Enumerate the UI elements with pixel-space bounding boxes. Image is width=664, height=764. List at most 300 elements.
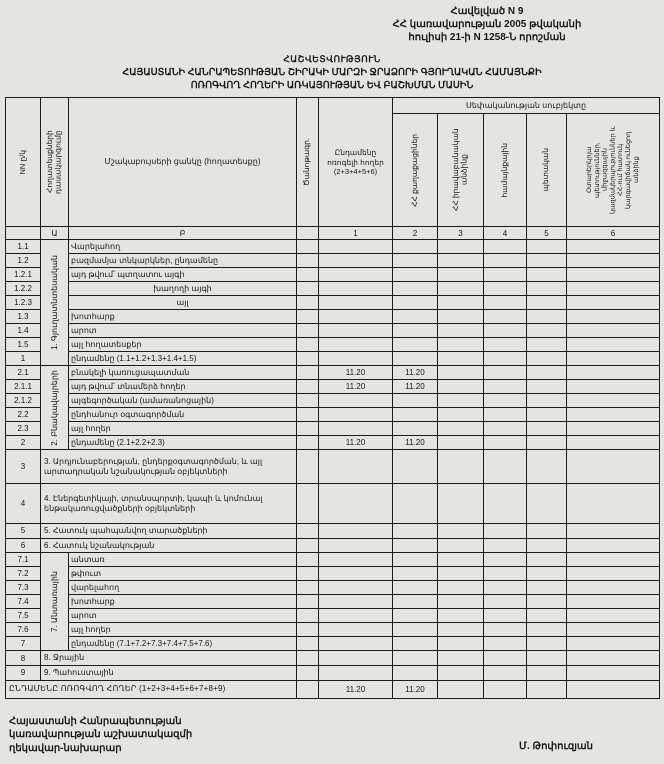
value-cell bbox=[484, 436, 527, 450]
value-cell bbox=[484, 324, 527, 338]
signature-name: Մ. Թոփուզյան bbox=[519, 740, 593, 752]
note-cell bbox=[297, 567, 319, 581]
col-header-crops bbox=[69, 98, 297, 227]
value-cell bbox=[438, 380, 484, 394]
value-cell bbox=[527, 296, 567, 310]
col-header-nn bbox=[6, 98, 41, 227]
value-cell bbox=[319, 651, 393, 666]
row-label: բնակելի կառուցապատման bbox=[69, 366, 297, 380]
value-cell bbox=[527, 268, 567, 282]
government-decree-line1: ՀՀ կառավարության 2005 թվականի bbox=[392, 19, 582, 30]
value-cell bbox=[484, 422, 527, 436]
value-cell bbox=[567, 422, 660, 436]
value-cell bbox=[567, 680, 660, 698]
table-body bbox=[6, 240, 660, 698]
value-cell bbox=[484, 680, 527, 698]
row-label: այդ թվում՝ տնամերձ հողեր bbox=[69, 380, 297, 394]
value-cell bbox=[527, 366, 567, 380]
value-cell bbox=[393, 296, 438, 310]
table-row bbox=[6, 240, 660, 254]
value-cell bbox=[438, 553, 484, 567]
table-row bbox=[6, 380, 660, 394]
value-cell bbox=[393, 609, 438, 623]
value-cell bbox=[567, 310, 660, 324]
letter-cell: Ա bbox=[41, 227, 69, 240]
value-cell bbox=[393, 352, 438, 366]
col-header-communal bbox=[484, 114, 527, 227]
letter-cell: Բ bbox=[69, 227, 297, 240]
value-cell bbox=[484, 484, 527, 524]
value-cell bbox=[484, 651, 527, 666]
row-label: այլ հողեր bbox=[69, 623, 297, 637]
header-row-top bbox=[6, 98, 660, 114]
value-cell bbox=[319, 450, 393, 484]
row-number: 7.1 bbox=[6, 553, 41, 567]
value-cell bbox=[393, 595, 438, 609]
value-cell bbox=[567, 623, 660, 637]
row-label: 9. Պահուստային bbox=[41, 665, 297, 680]
col-header-citizens-label: ՀՀ քաղաքացիներ bbox=[409, 133, 419, 207]
value-cell bbox=[319, 282, 393, 296]
row-label: վարելահող bbox=[69, 581, 297, 595]
note-cell bbox=[297, 484, 319, 524]
col-header-classification-label: Հողատեսքների դասակարգումը bbox=[44, 130, 63, 194]
value-cell bbox=[393, 240, 438, 254]
col-header-legal-entities bbox=[438, 114, 484, 227]
row-number: 2.3 bbox=[6, 422, 41, 436]
value-cell bbox=[527, 380, 567, 394]
col-header-total-label: Ընդամենը ոռոգելի հողեր (2+3+4+5+6) bbox=[327, 148, 384, 176]
value-cell bbox=[319, 310, 393, 324]
value-cell bbox=[393, 282, 438, 296]
row-number: 2.1.1 bbox=[6, 380, 41, 394]
table-row bbox=[6, 394, 660, 408]
col-header-note bbox=[297, 98, 319, 227]
note-cell bbox=[297, 637, 319, 651]
row-label: ընդհանուր օգտագործման bbox=[69, 408, 297, 422]
signature-org-line3: ղեկավար-նախարար bbox=[9, 742, 122, 754]
note-cell bbox=[297, 254, 319, 268]
value-cell bbox=[438, 296, 484, 310]
value-cell bbox=[438, 338, 484, 352]
letter-cell: 3 bbox=[438, 227, 484, 240]
value-cell bbox=[527, 254, 567, 268]
table-row bbox=[6, 422, 660, 436]
letter-cell: 5 bbox=[527, 227, 567, 240]
value-cell bbox=[393, 567, 438, 581]
note-cell bbox=[297, 680, 319, 698]
annex-header bbox=[337, 5, 637, 44]
value-cell: 11.20 bbox=[393, 380, 438, 394]
value-cell bbox=[438, 609, 484, 623]
value-cell bbox=[484, 296, 527, 310]
value-cell bbox=[438, 394, 484, 408]
value-cell bbox=[527, 680, 567, 698]
land-category-label bbox=[41, 553, 69, 651]
value-cell bbox=[393, 524, 438, 539]
value-cell bbox=[393, 651, 438, 666]
value-cell bbox=[527, 651, 567, 666]
value-cell bbox=[438, 408, 484, 422]
value-cell bbox=[484, 380, 527, 394]
table-row bbox=[6, 324, 660, 338]
value-cell bbox=[527, 609, 567, 623]
title-community: ՀԱՅԱՍՏԱՆԻ ՀԱՆՐԱՊԵՏՈՒԹՅԱՆ ՇԻՐԱԿԻ ՄԱՐԶԻ ՋՐԱՁՈՐԻ ԳՅՈՒՂԱԿԱՆ ՀԱՄԱՅՆՔԻ bbox=[122, 66, 542, 78]
value-cell bbox=[393, 484, 438, 524]
value-cell bbox=[567, 553, 660, 567]
col-header-note-label: Ծանոթագր. bbox=[302, 138, 312, 187]
value-cell bbox=[438, 450, 484, 484]
table-row bbox=[6, 637, 660, 651]
note-cell bbox=[297, 436, 319, 450]
value-cell bbox=[484, 352, 527, 366]
row-label: արոտ bbox=[69, 609, 297, 623]
value-cell bbox=[567, 665, 660, 680]
value-cell bbox=[567, 637, 660, 651]
value-cell bbox=[438, 422, 484, 436]
table-row bbox=[6, 268, 660, 282]
value-cell bbox=[484, 665, 527, 680]
value-cell bbox=[484, 366, 527, 380]
document-title bbox=[5, 53, 659, 92]
row-label: 8. Ջրային bbox=[41, 651, 297, 666]
value-cell bbox=[484, 595, 527, 609]
value-cell bbox=[567, 436, 660, 450]
value-cell bbox=[484, 408, 527, 422]
row-label: Վարելահող bbox=[69, 240, 297, 254]
row-label: այգեգործական (ամառանոցային) bbox=[69, 394, 297, 408]
row-label: 6. Հատուկ նշանակության bbox=[41, 538, 297, 553]
row-number: 1.2.2 bbox=[6, 282, 41, 296]
value-cell bbox=[567, 324, 660, 338]
grand-total-row bbox=[6, 680, 660, 698]
value-cell bbox=[393, 553, 438, 567]
value-cell bbox=[484, 538, 527, 553]
value-cell bbox=[484, 609, 527, 623]
signature-org-line1: Հայաստանի Հանրապետության bbox=[9, 715, 182, 727]
value-cell bbox=[438, 268, 484, 282]
table-row bbox=[6, 665, 660, 680]
value-cell bbox=[527, 538, 567, 553]
value-cell bbox=[438, 282, 484, 296]
row-label: այլ հողեր bbox=[69, 422, 297, 436]
value-cell bbox=[484, 240, 527, 254]
value-cell bbox=[527, 637, 567, 651]
note-cell bbox=[297, 310, 319, 324]
value-cell bbox=[567, 338, 660, 352]
value-cell bbox=[393, 254, 438, 268]
value-cell bbox=[527, 553, 567, 567]
value-cell bbox=[527, 623, 567, 637]
value-cell bbox=[567, 567, 660, 581]
value-cell bbox=[319, 484, 393, 524]
note-cell bbox=[297, 609, 319, 623]
letter-cell: 4 bbox=[484, 227, 527, 240]
row-label: խաղողի այգի bbox=[69, 282, 297, 296]
value-cell bbox=[527, 408, 567, 422]
value-cell bbox=[438, 637, 484, 651]
value-cell bbox=[527, 484, 567, 524]
row-label: 5. Հատուկ պահպանվող տարածքների bbox=[41, 524, 297, 539]
column-letter-row bbox=[6, 227, 660, 240]
value-cell bbox=[527, 282, 567, 296]
value-cell bbox=[319, 296, 393, 310]
col-group-ownership: Սեփականության սուբյեկտը bbox=[393, 98, 660, 114]
value-cell: 11.20 bbox=[319, 436, 393, 450]
letter-cell: 6 bbox=[567, 227, 660, 240]
value-cell bbox=[567, 380, 660, 394]
value-cell bbox=[319, 268, 393, 282]
row-number: 4 bbox=[6, 484, 41, 524]
col-header-total bbox=[319, 98, 393, 227]
col-header-citizens bbox=[393, 114, 438, 227]
value-cell bbox=[567, 366, 660, 380]
value-cell bbox=[484, 553, 527, 567]
row-label: 3. Արդյունաբերության, ընդերքօգտագործման, և այլ արտադրական նշանակության օբյեկտների bbox=[41, 450, 297, 484]
row-number: 1 bbox=[6, 352, 41, 366]
value-cell bbox=[484, 282, 527, 296]
value-cell bbox=[484, 450, 527, 484]
row-number: 2 bbox=[6, 436, 41, 450]
note-cell bbox=[297, 553, 319, 567]
note-cell bbox=[297, 296, 319, 310]
value-cell bbox=[567, 651, 660, 666]
value-cell bbox=[319, 623, 393, 637]
col-header-nn-label: NN ը/կ bbox=[17, 149, 27, 175]
col-header-legal-entities-label: ՀՀ իրավաբանական անձինք bbox=[450, 128, 469, 212]
row-label: 4. Էներգետիկայի, տրանսպորտի, կապի և կոմունալ ենթակառուցվածքների օբյեկտների bbox=[41, 484, 297, 524]
row-number: 9 bbox=[6, 665, 41, 680]
value-cell bbox=[393, 324, 438, 338]
value-cell bbox=[319, 422, 393, 436]
table-row bbox=[6, 609, 660, 623]
note-cell bbox=[297, 665, 319, 680]
value-cell bbox=[319, 324, 393, 338]
value-cell: 11.20 bbox=[393, 366, 438, 380]
value-cell bbox=[393, 450, 438, 484]
note-cell bbox=[297, 282, 319, 296]
value-cell bbox=[484, 567, 527, 581]
row-number: 8 bbox=[6, 651, 41, 666]
row-number: 7.2 bbox=[6, 567, 41, 581]
value-cell bbox=[319, 595, 393, 609]
value-cell bbox=[319, 538, 393, 553]
value-cell bbox=[319, 524, 393, 539]
note-cell bbox=[297, 394, 319, 408]
row-number: 1.2.3 bbox=[6, 296, 41, 310]
value-cell bbox=[319, 408, 393, 422]
note-cell bbox=[297, 422, 319, 436]
value-cell bbox=[438, 623, 484, 637]
table-row bbox=[6, 310, 660, 324]
value-cell bbox=[527, 324, 567, 338]
letter-cell: 1 bbox=[319, 227, 393, 240]
table-row bbox=[6, 651, 660, 666]
table-row bbox=[6, 366, 660, 380]
value-cell bbox=[438, 352, 484, 366]
value-cell bbox=[484, 637, 527, 651]
value-cell bbox=[438, 310, 484, 324]
row-label: ընդամենը (2.1+2.2+2.3) bbox=[69, 436, 297, 450]
note-cell bbox=[297, 651, 319, 666]
value-cell bbox=[484, 581, 527, 595]
value-cell bbox=[319, 581, 393, 595]
irrigated-lands-table bbox=[5, 97, 660, 698]
value-cell bbox=[567, 352, 660, 366]
note-cell bbox=[297, 524, 319, 539]
row-label: արոտ bbox=[69, 324, 297, 338]
table-row bbox=[6, 553, 660, 567]
note-cell bbox=[297, 366, 319, 380]
value-cell bbox=[319, 338, 393, 352]
value-cell bbox=[567, 524, 660, 539]
government-decree-line2: հուլիսի 21-ի N 1258-Ն որոշման bbox=[408, 32, 566, 43]
row-number: 7 bbox=[6, 637, 41, 651]
row-number: 2.1 bbox=[6, 366, 41, 380]
note-cell bbox=[297, 595, 319, 609]
value-cell: 11.20 bbox=[319, 680, 393, 698]
row-number: 5 bbox=[6, 524, 41, 539]
row-number: 1.3 bbox=[6, 310, 41, 324]
value-cell bbox=[438, 436, 484, 450]
table-row bbox=[6, 567, 660, 581]
value-cell bbox=[567, 394, 660, 408]
row-number: 2.1.2 bbox=[6, 394, 41, 408]
value-cell bbox=[527, 595, 567, 609]
value-cell bbox=[484, 524, 527, 539]
value-cell bbox=[438, 524, 484, 539]
value-cell: 11.20 bbox=[393, 436, 438, 450]
row-number: 3 bbox=[6, 450, 41, 484]
note-cell bbox=[297, 324, 319, 338]
value-cell bbox=[393, 581, 438, 595]
value-cell bbox=[484, 310, 527, 324]
row-number: 7.5 bbox=[6, 609, 41, 623]
value-cell bbox=[527, 338, 567, 352]
value-cell bbox=[319, 665, 393, 680]
value-cell bbox=[527, 450, 567, 484]
value-cell bbox=[438, 324, 484, 338]
table-row bbox=[6, 338, 660, 352]
value-cell bbox=[567, 450, 660, 484]
row-label: ընդամենը (7.1+7.2+7.3+7.4+7.5+7.6) bbox=[69, 637, 297, 651]
value-cell bbox=[527, 524, 567, 539]
col-header-state-label: պետական bbox=[541, 148, 551, 192]
col-header-foreign bbox=[567, 114, 660, 227]
value-cell bbox=[438, 581, 484, 595]
value-cell bbox=[484, 338, 527, 352]
value-cell bbox=[567, 538, 660, 553]
land-category-label bbox=[41, 366, 69, 450]
value-cell bbox=[393, 422, 438, 436]
table-row bbox=[6, 436, 660, 450]
row-label: խոտհարք bbox=[69, 310, 297, 324]
value-cell bbox=[484, 394, 527, 408]
row-label: այլ bbox=[69, 296, 297, 310]
value-cell bbox=[527, 567, 567, 581]
value-cell bbox=[527, 310, 567, 324]
value-cell bbox=[393, 338, 438, 352]
note-cell bbox=[297, 450, 319, 484]
title-report: ՀԱՇՎԵՏՎՈՒԹՅՈՒՆ bbox=[283, 54, 381, 64]
row-label: թփուտ bbox=[69, 567, 297, 581]
value-cell bbox=[567, 609, 660, 623]
value-cell bbox=[393, 623, 438, 637]
row-label: բազմամյա տնկարկներ, ընդամենը bbox=[69, 254, 297, 268]
note-cell bbox=[297, 338, 319, 352]
value-cell bbox=[319, 637, 393, 651]
value-cell bbox=[527, 422, 567, 436]
value-cell bbox=[438, 665, 484, 680]
value-cell bbox=[438, 651, 484, 666]
row-label: այդ թվում՝ պտղատու այգի bbox=[69, 268, 297, 282]
table-row bbox=[6, 623, 660, 637]
value-cell bbox=[319, 394, 393, 408]
value-cell bbox=[527, 352, 567, 366]
table-row bbox=[6, 282, 660, 296]
table-row bbox=[6, 352, 660, 366]
table-head bbox=[6, 98, 660, 240]
value-cell bbox=[484, 254, 527, 268]
value-cell bbox=[393, 394, 438, 408]
note-cell bbox=[297, 623, 319, 637]
note-cell bbox=[297, 408, 319, 422]
value-cell bbox=[527, 581, 567, 595]
value-cell bbox=[527, 665, 567, 680]
signature-org bbox=[9, 715, 192, 756]
row-number: 7.3 bbox=[6, 581, 41, 595]
land-category-label-text: 1. Գյուղատնտեսական bbox=[49, 255, 59, 351]
value-cell bbox=[567, 595, 660, 609]
row-number: 1.4 bbox=[6, 324, 41, 338]
table-row bbox=[6, 254, 660, 268]
value-cell: 11.20 bbox=[319, 366, 393, 380]
row-label: այլ հողատեսքեր bbox=[69, 338, 297, 352]
value-cell bbox=[527, 394, 567, 408]
value-cell bbox=[438, 595, 484, 609]
row-number: 1.1 bbox=[6, 240, 41, 254]
note-cell bbox=[297, 538, 319, 553]
row-number: 1.2.1 bbox=[6, 268, 41, 282]
value-cell bbox=[484, 268, 527, 282]
note-cell bbox=[297, 581, 319, 595]
value-cell bbox=[567, 408, 660, 422]
signature-block bbox=[9, 715, 653, 756]
note-cell bbox=[297, 268, 319, 282]
letter-cell bbox=[297, 227, 319, 240]
value-cell bbox=[438, 484, 484, 524]
note-cell bbox=[297, 380, 319, 394]
value-cell bbox=[319, 254, 393, 268]
value-cell: 11.20 bbox=[319, 380, 393, 394]
value-cell bbox=[438, 254, 484, 268]
value-cell bbox=[484, 623, 527, 637]
title-subject: ՈՌՈԳՎՈՂ ՀՈՂԵՐԻ ԱՌԿԱՅՈՒԹՅԱՆ ԵՎ ԲԱՇԽՄԱՆ ՄԱՍԻՆ bbox=[190, 79, 474, 91]
value-cell bbox=[393, 268, 438, 282]
signature-org-line2: կառավարության աշխատակազմի bbox=[9, 729, 193, 741]
row-number: 1.5 bbox=[6, 338, 41, 352]
table-row bbox=[6, 524, 660, 539]
value-cell bbox=[567, 268, 660, 282]
land-category-label-text: 7. Անտառային bbox=[49, 571, 59, 633]
table-row bbox=[6, 296, 660, 310]
table-row bbox=[6, 595, 660, 609]
value-cell bbox=[319, 609, 393, 623]
value-cell bbox=[438, 538, 484, 553]
col-header-state bbox=[527, 114, 567, 227]
annex-number: Հավելված N 9 bbox=[450, 6, 524, 17]
land-category-label bbox=[41, 240, 69, 366]
